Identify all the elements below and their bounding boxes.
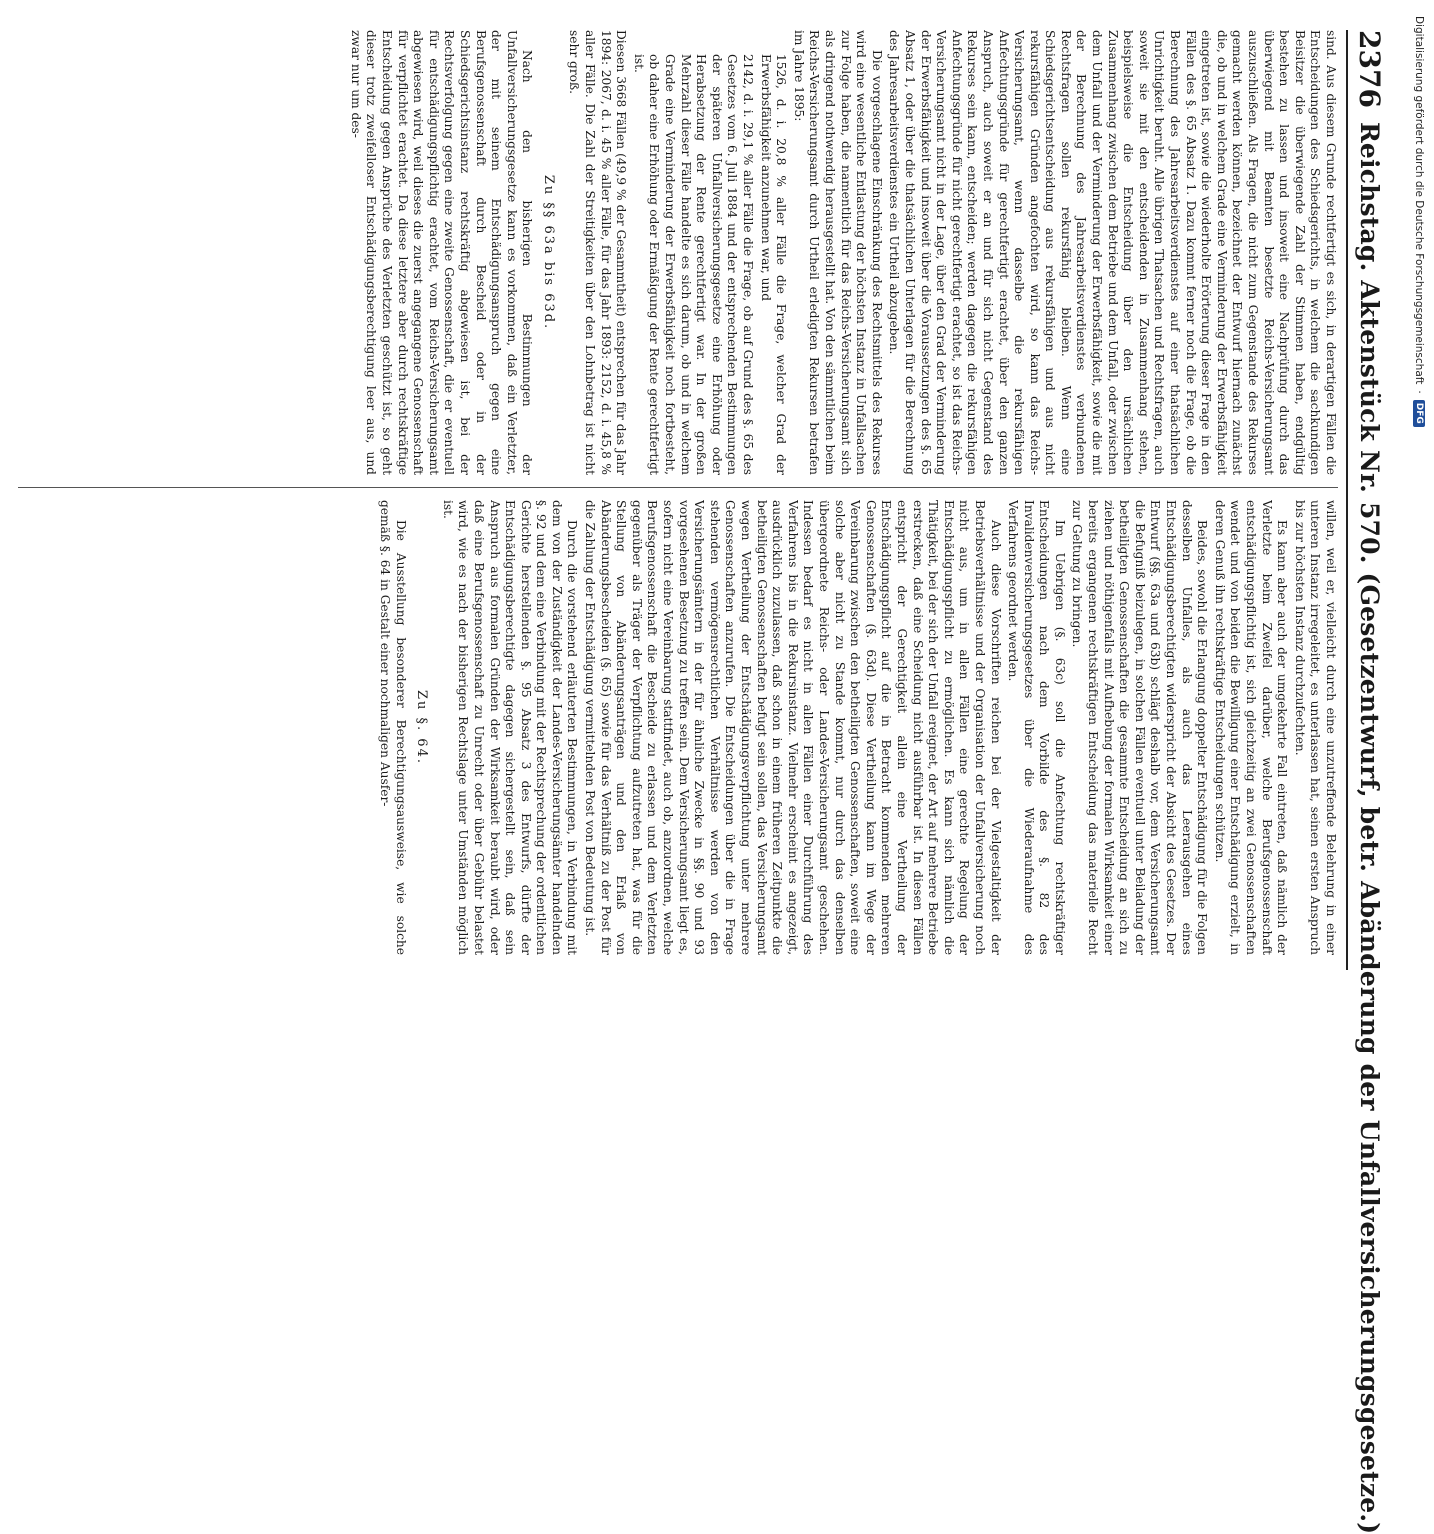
paragraph: Die Ausstellung besonderer Berechtigungsausweise, wie solche gemäß §. 64 in Gestalt einer nochmaligen Ausfer- xyxy=(377,500,408,955)
paragraph: Durch die vorstehend erläuterten Bestimmungen, in Verbindung mit dem von der Zuständigkeit der Landes-Versicherungsämter handelnden §. 92 und dem eine Verbindung mit der Rechtsprechung der ordentlichen Gerichte herstellenden §. 95 Absatz 3 des Entwurfs, dürfte der Entschädigungsberechtigte dagegen sichergestellt sein, daß sein Anspruch aus formalen Gründen der Wirksamkeit beraubt wird, oder daß eine Berufsgenossenschaft zu Unrecht oder über Gebühr belastet wird, wie es nach der bisherigen Rechtslage unter Umständen möglich ist. xyxy=(440,500,580,955)
page-number: 2376 xyxy=(1353,30,1387,108)
statistic-entry: 1526, d. i. 20,8 % aller Fälle die Frage, welcher Grad der Erwerbsfähigkeit anzunehmen war, und xyxy=(758,54,789,475)
right-column xyxy=(18,500,1338,955)
dfg-logo-icon: DFG xyxy=(1413,400,1425,427)
paragraph: Die vorgeschlagene Einschränkung des Rechtsmittels des Rekurses wird eine wesentliche Entlastung der höchsten Instanz in Unfallsachen zur Folge haben, die namentlich für das Reichs-Versicherungsamt sich als dringend nothwendig herausgestellt hat. Von den sämmtlichen beim Reichs-Versicherungsamt durch Urtheil erledigten Rekursen betrafen im Jahre 1895: xyxy=(791,30,884,475)
section-heading: Zu §§ 63a bis 63d. xyxy=(540,174,556,331)
paragraph: sind. Aus diesem Grunde rechtfertigt es sich, in derartigen Fällen die Entscheidungen des Schiedsgerichts, in welchem die sachkundigen Beisitzer die überwiegende Zahl der Stimmen haben, endgültig bestehen zu lassen und insoweit eine Nachprüfung durch das überwiegend mit Beamten besetzte Reichs-Versicherungsamt auszuschließen. Als Fragen, die nicht zum Gegenstande des Rekurses gemacht werden können, bezeichnet der Entwurf hiernach zunächst die, ob und in welchem Grade eine Verminderung der Erwerbsfähigkeit eingetreten ist, sowie die wiederholte Erörterung dieser Frage in den Fällen des §. 65 Absatz 1. Dazu kommt ferner noch die Frage, ob die Berechnung des Jahresarbeitsverdienstes auf einer thatsächlichen Unrichtigkeit beruht. Alle übrigen Thatsachen und Rechtsfragen, auch soweit sie mit den entscheidenden in Zusammenhang stehen, beispielsweise die Entscheidung über den ursächlichen Zusammenhang zwischen dem Betriebe und dem Unfall, oder zwischen dem Unfall und der Verminderung der Erwerbsfähigkeit, sowie die mit der Berechnung des Jahresarbeitsverdienstes verbundenen Rechtsfragen sollen rekursfähig bleiben. Wenn eine Schiedsgerichtsentscheidung aus rekursfähigen und aus nicht rekursfähigen Gründen angefochten wird, so kann das Reichs-Versicherungsamt, wenn dasselbe die rekursfähigen Anfechtungsgründe für gerechtfertigt erachtet, über den ganzen Anspruch, auch soweit er an und für sich nicht Gegenstand des Rekurses sein kann, entscheiden; werden dagegen die rekursfähigen Anfechtungsgründe für nicht gerechtfertigt erachtet, so ist das Reichs-Versicherungsamt nicht in der Lage, über den Grad der Verminderung der Erwerbsfähigkeit und insoweit über die Voraussetzungen des §. 65 Absatz 1, oder über die thatsächlichen Unterlagen für die Berechnung des Jahresarbeitsverdienstes ein Urtheil abzugeben. xyxy=(887,30,1338,475)
paragraph: Beides, sowohl die Erlangung doppelter Entschädigung für die Folgen desselben Unfalles, als auch das Leerausgehen eines Entschädigungsberechtigten widerspricht der Absicht des Gesetzes. Der Entwurf (§§. 63a und 63b) schlägt deshalb vor, dem Versicherungsamt die Befugniß beizulegen, in solchen Fällen eventuell unter Beiladung der betheiligten Genossenschaften die gesammte Entscheidung an sich zu ziehen und nöthigenfalls mit Aufhebung der formalen Wirksamkeit einer bereits ergangenen rechtskräftigen Entscheidung das materielle Recht zur Geltung zu bringen. xyxy=(1070,500,1210,955)
paragraph: Im Uebrigen (§. 63c) soll die Anfechtung rechtskräftiger Entscheidungen nach dem Vorbilde des §. 82 des Invalidenversicherungsgesetzes über die Wiederaufnahme des Verfahrens geordnet werden. xyxy=(1006,500,1067,955)
left-column xyxy=(18,30,1338,475)
paragraph: willen, weil er, vielleicht durch eine unzutreffende Belehrung in einer unteren Instanz irregeleitet, es unterlassen hat, seinen ersten Anspruch bis zur höchsten Instanz durchzufechten. xyxy=(1292,500,1338,955)
paragraph: Es kann aber auch der umgekehrte Fall eintreten, daß nämlich der Verletzte beim Zweifel darüber, welche Berufsgenossenschaft entschädigungspflichtig ist, sich gleichzeitig an zwei Genossenschaften wendet und von beiden die Bewilligung einer Entschädigung erzielt, in deren Genuß ihn rechtskräftige Entscheidungen schützen. xyxy=(1212,500,1290,955)
statistic-entry: 2142, d. i. 29,1 % aller Fälle die Frage, ob auf Grund des §. 65 des Gesetzes vom 6. Juli 1884 und der entsprechenden Bestimmungen der späteren Unfallversicherungsgesetze eine Erhöhung oder Herabsetzung der Rente gerechtfertigt war. In der großen Mehrzahl dieser Fälle handelte es sich darum, ob und in welchem Grade eine Verminderung der Erwerbsfähigkeit noch fortbesteht, ob daher eine Erhöhung oder Ermäßigung der Rente gerechtfertigt ist. xyxy=(631,54,756,475)
page-title: Reichstag. Aktenstück Nr. 570. (Gesetzentwurf, betr. Abänderung der Unfallversicherungsgesetze.) xyxy=(1355,121,1385,1534)
section-heading: Zu §. 64. xyxy=(414,690,430,765)
paragraph: Nach den bisherigen Bestimmungen der Unfallversicherungsgesetze kann es vorkommen, daß ein Verletzter, der mit seinem Entschädigungsanspruch gegen eine Berufsgenossenschaft durch Bescheid oder in der Schiedsgerichtsinstanz rechtskräftig abgewiesen ist, bei der Rechtsverfolgung gegen eine zweite Genossenschaft, die er eventuell für entschädigungspflichtig erachtet, vom Reichs-Versicherungsamt abgewiesen wird, weil dieses die zuerst angegangene Genossenschaft für verpflichtet erachtet. Da diese letztere aber durch rechtskräftige Entscheidung gegen Ansprüche des Verletzten geschützt ist, so geht dieser trotz zweifelloser Entschädigungsberechtigung leer aus, und zwar nur um des- xyxy=(348,30,535,475)
paragraph: Auch diese Vorschriften reichen bei der Vielgestaltigkeit der Betriebsverhältnisse und der Organisation der Unfallversicherung noch nicht aus, um in allen Fällen eine gerechte Regelung der Entschädigungspflicht zu ermöglichen. Es kann sich nämlich die Thätigkeit, bei der sich der Unfall ereignet, der Art auf mehrere Betriebe erstrecken, daß eine Scheidung nicht ausführbar ist. In diesen Fällen entspricht der Gerechtigkeit allein eine Vertheilung der Entschädigungspflicht auf die in Betracht kommenden mehreren Genossenschaften (§. 63d). Diese Vertheilung kann im Wege der Vereinbarung zwischen den betheiligten Genossenschaften, soweit eine solche aber nicht zu Stande kommt, nur durch das denselben übergeordnete Reichs- oder Landes-Versicherungsamt geschehen. Indessen bedarf es nicht in allen Fällen einer Durchführung des Verfahrens bis in die Rekursinstanz. Vielmehr erscheint es angezeigt, ausdrücklich zuzulassen, daß schon in einem früheren Zeitpunkte die betheiligten Genossenschaften befugt sein sollen, das Versicherungsamt wegen Vertheilung der Entschädigungsverpflichtung unter mehrere Genossenschaften anzurufen. Die Entscheidungen über die in Frage stehenden vermögensrechtlichen Verhältnisse werden von den Versicherungsämtern in der für ähnliche Zwecke in §§. 90 und 93 vorgesehenen Besetzung zu treffen sein. Dem Versicherungsamt liegt es, sofern nicht eine Vereinbarung stattfindet, auch ob, anzuordnen, welche Berufsgenossenschaft die Bescheide zu erlassen und dem Verletzten gegenüber als Träger der Verpflichtung aufzutreten hat, was für die Stellung von Abänderungsanträgen und den Erlaß von Abänderungsbescheiden (§. 65) sowie für das Verhältniß zu der Post für die Zahlung der Entschädigung vermittelnden Post von Bedeutung ist. xyxy=(583,500,1003,955)
statistic-summary: Diesen 3668 Fällen (49,9 % der Gesammtheit) entsprechen für das Jahr 1894: 2067, d. i. 45 % aller Fälle, für das Jahr 1893: 2152, d. i. 45,8 % aller Fälle. Die Zahl der Streitigkeiten über den Lohnbetrag ist nicht sehr groß. xyxy=(567,30,629,475)
digitization-watermark: Digitalisierung gefördert durch die Deutsche Forschungsgemeinschaft · DFG xyxy=(1408,10,1430,990)
watermark-text: Digitalisierung gefördert durch die Deutsche Forschungsgemeinschaft xyxy=(1413,16,1425,385)
column-divider xyxy=(18,487,1338,488)
page-header xyxy=(1346,30,1392,1534)
